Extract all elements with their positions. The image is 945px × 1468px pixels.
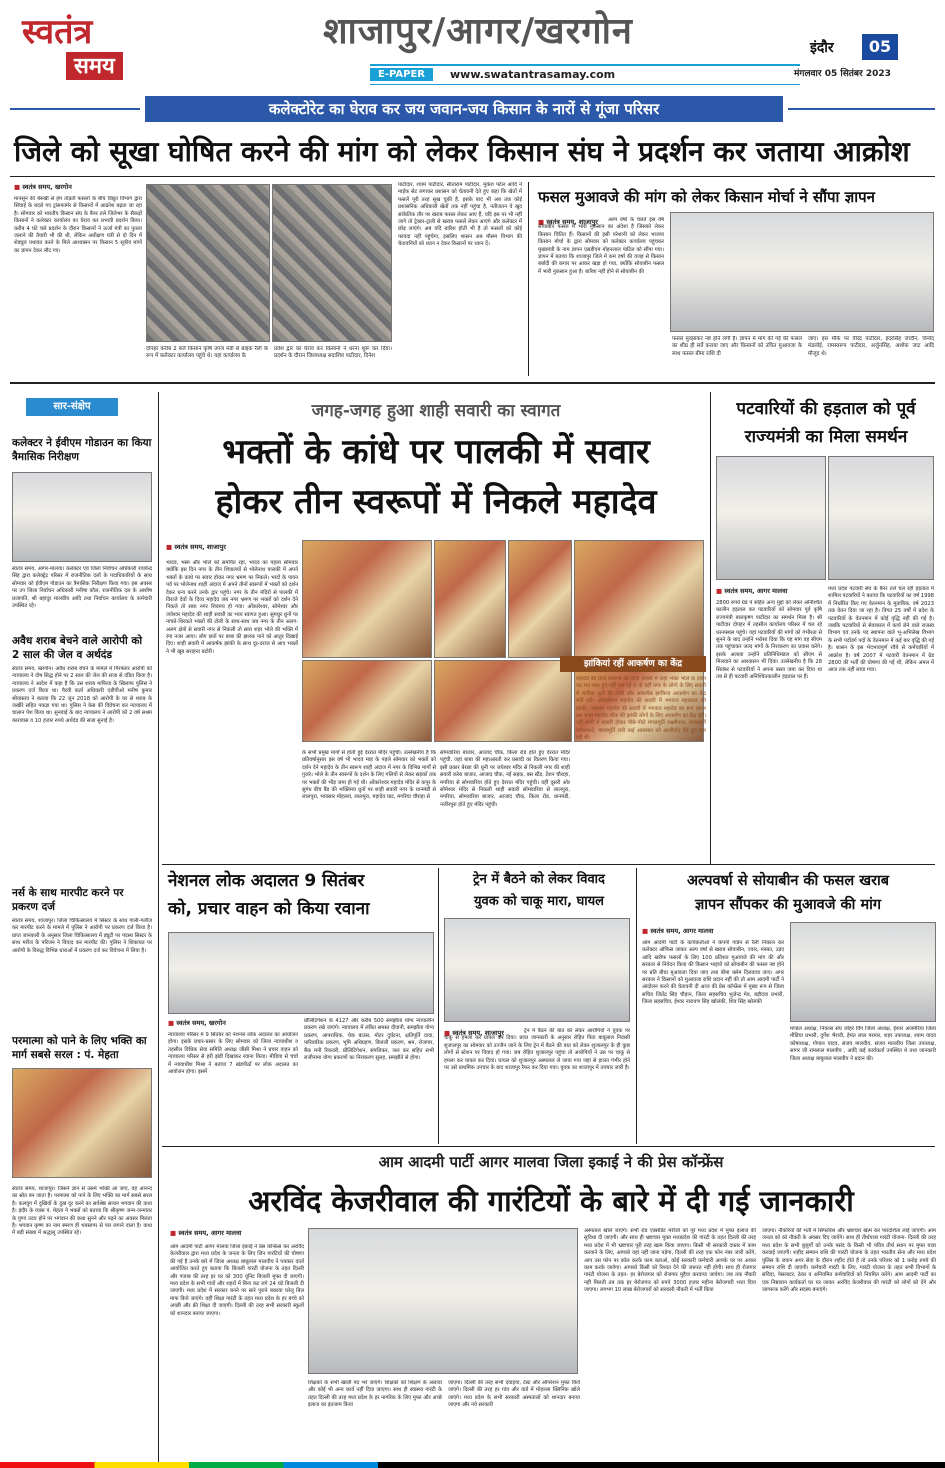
aap-photo [308, 1228, 578, 1374]
patwari-headline-2: राज्यमंत्री का मिला समर्थन [744, 427, 908, 447]
mahadev-photo-1 [302, 540, 432, 658]
lokadalat-col1: न्यायालय परिसर में 9 सितंबर को नेशनल लोक अदालत का आयोजन होगा। इसके प्रचार-प्रसार के लिए सोमवार को जिला न्यायाधीश व तहसील विधिक सेवा समिति अध्यक्ष जीसी मिश्रा ने प्रचार वाहन को न्यायालय परिसर से हरी झंडी दिखाकर रवाना किया। मीडिया से चर्चा में न्यायाधीश मिश्रा ने बताया 7 खंडपीठों पर लोक अदालत का आयोजन होगा। इसमें [168, 1032, 298, 1076]
sidebar [10, 396, 154, 1461]
sidebar-item-1-headline: अवैध शराब बेचने वाले आरोपी को 2 साल की जेल व अर्थदंड [12, 635, 143, 661]
lokadalat-headline-1: नेशनल लोक अदालत 9 सितंबर [168, 871, 365, 891]
patwari-headline-1: पटवारियों की हड़ताल को पूर्व [736, 399, 916, 419]
banner-rule-left [10, 108, 140, 110]
header-rule-bottom [370, 84, 800, 85]
banner-rule-right [788, 108, 935, 110]
kisan-body: अल्प वर्षा के चलते इस वर्ष सोयाबीन फसल में भारी नुकसान का अंदेशा है जिसको लेकर किसान चिंतित हैं। किसानों की इसी परेशानी को लेकर भाजपा किसान मोर्चा के द्वारा सोमवार को कलेक्टर कार्यालय पहुंचकर मुख्यमंत्री के नाम ज्ञापन एसडीएम मोहनलाल पाटिल को सौंपा गया। ज्ञापन में बताया कि शाजापुर जिले में कम वर्षा की वजह से किसान बर्बादी की कगार पर आकर खड़ा हो गया, क्योंकि सोयाबीन फसल में भारी नुकसान हुआ है। बारिश नहीं होने से सोयाबीन की [538, 217, 664, 275]
soybean-headline-2: ज्ञापन सौंपकर की मुआवजे की मांग [694, 897, 882, 913]
sidebar-item-2-body: स्वतंत्र समय, शाजापुर। जिला चिकित्सालय में सिस्टर के साथ गाली-गलौज कर मारपीट करने के मामले में पुलिस ने आरोपी पर प्रकरण दर्ज किया है। प्राप्त जानकारी के अनुसार जिला चिकित्सालय में ड्यूटी पर पदस्थ सिस्टर के साथ मरीज के परिजन ने विवाद कर मारपीट की। पुलिस ने शिकायत पर आरोपी के विरुद्ध विभिन्न धाराओं में प्रकरण दर्ज कर विवेचना में लिया है। [12, 918, 152, 954]
mahadev-kicker: जगह-जगह हुआ शाही सवारी का स्वागत [311, 401, 561, 421]
soybean-byline: ■ स्वतंत्र समय, आगर मालवा [642, 926, 713, 935]
section-rule-1 [10, 382, 935, 384]
sidebar-item-3-headline: परमात्मा को पाने के लिए भक्ति का मार्ग सबसे सरल : पं. मेहता [12, 1035, 147, 1061]
train-headline-1: ट्रेन में बैठने को लेकर विवाद [473, 872, 605, 887]
sidebar-item-1-body: स्वतंत्र समय, खरगोन। अवैध शराब बेचने के मामले में गिरफ्तार आरोपी को न्यायालय ने दोष सिद्ध होने पर 2 साल की जेल की सजा से दंडित किया है। न्यायालय ने आदेश में कहा है कि उस शराब माफिया के खिलाफ पुलिस ने प्रकरण दर्ज किया था। पैरवी कर्ता अधिकारी एडीपीओ मनीष कुमार श्रीवास्तव ने बताया कि 22 जून 2018 को आरोपी के घर से शराब के जखीरे सहित पकड़ा गया था। पुलिस ने केस की विवेचना कर न्यायालय में चालान पेश किया था। सुनवाई के बाद न्यायालय ने आरोपी को 2 वर्ष सश्रम कारावास व 10 हजार रुपये अर्थदंड की सजा सुनाई है। [12, 666, 152, 724]
kisan-photo [670, 212, 934, 332]
aap-col5: जाएगा। नौकरियों की भर्ती में सिफारिश और भ्रष्टाचार खत्म कर पारदर्शिता लाई जाएगी। आम जनता को को नौकरी के अवसर दिए जायेंगे। साथ ही तीर्थयात्रा गारंटी योजना- दिल्ली की तरह मध्य प्रदेश के सभी बुजुर्गों को उनके पसंद के किसी भी पवित्र तीर्थ स्थान पर मुफ्त यात्रा करवाई जाएगी। शहीद सम्मान राशि की गारंटी योजना के तहत भारतीय सेना और मध्य प्रदेश पुलिस के जवान अगर सेवा के दौरान शहीद होते हैं तो उनके परिवार को 1 करोड़ रुपये की सम्मान राशि दी जाएगी। कर्मचारी गारंटी के लिए, गारंटी योजना के तहत सभी विभागों के संविदा, पेसलाटर, ठेका व अनियमित कर्मचारियों को नियमित करेंगे। आम आदमी पार्टी का एक निष्ठावान कार्यकर्ता घर घर जाकर अरविंद केजरीवाल की गारंटी को लोगों को देंगे और जागरूक करेंगे और सदस्य बनाएंगे। [762, 1228, 936, 1294]
lead-caption1: दोपहर करीब 2 बजे किसान कृषि उपज मंडी से बाइक रैली के रूप में कलेक्टर कार्यालय पहुंचे थे। यहां कार्यालय के [146, 346, 268, 360]
lead-byline: ■ स्वतंत्र समय, खरगोन [14, 182, 72, 191]
aap-col3: जाएगा। दिल्ली की तरह सभी दवाइयां, टेस्ट और ऑपरेशन मुफ्त किये जाएंगे। दिल्ली की तरह हर गांव और वार्ड में मोहल्ला क्लिनिक खोले जाएंगे। मध्य प्रदेश के सभी सरकारी अस्पतालों को शानदार बनाया जाएगा और नये सरकारी [448, 1380, 580, 1409]
banner-text: कलेक्टोरेट का घेराव कर जय जवान-जय किसान के नारों से गूंजा परिसर [268, 100, 660, 118]
kisan-caption2: जाए। इस मौके पर वीरेंद्र पाटीदार, इंदरसिंह जादौन, विनोद मंडलोई, रामस्वरूप पाटीदार, अर्जुनसिंह, अशोक जाट आदि मौजूद थे। [808, 336, 934, 357]
patwari-photo-1 [716, 456, 826, 580]
section-rule-2 [162, 864, 935, 865]
lokadalat-col2: प्रीलिटिगेशन के 4127 और करीब 500 समझौता योग्य न्यायालीन प्रकरण रखे जाएंगे। न्यायालय में लंबित समस्त दीवानी, समझौता योग्य प्रकरण, आपराधिक, चेक बाउंस, मोटर दुर्घटना, क्षतिपूर्ति दावा, पारिवारिक प्रकरण, भूमि अधिग्रहण, बिजली प्रकरण, श्रम, रोजगार, बैंक मनी रिकवरी, प्रीलिटिगेशन, संपत्तिकर, जल कर सहित सभी राजीनामा योग्य प्रकरणों का निराकरण सुलह, समझौते से होगा। [304, 1018, 434, 1062]
kisan-caption: फसल मुरझाकर नष्ट होने लगी है। ज्ञापन में मांग की गई की फसल का शीघ्र ही सर्वे कराया जाए और किसानों को उचित मुआवजा के साथ फसल बीमा राशि दी [672, 336, 802, 357]
patwari-byline: ■ स्वतंत्र समय, आगर मालवा [716, 586, 787, 595]
aap-headline: अरविंद केजरीवाल की गारंटियों के बारे में दी गई जानकारी [248, 1184, 854, 1218]
logo [22, 14, 158, 82]
aap-col2: शिक्षकों के सभी खाली पद भरे जाएंगे। शिक्षकों को शिक्षण के अलावा और कोई भी अन्य कार्य नहीं दिया जाएगा। साथ ही स्वास्थ्य गारंटी के तहत दिल्ली की तरह मध्य प्रदेश के हर नागरिक के लिए मुफ्त और अच्छे इलाज का इंतजाम किया [308, 1380, 442, 1409]
mahadev-col3-visible: सोमवारिया बाजार, आजाद चौक, किला रोड होते हुए देररात मंदिर पहुंची, जहां बाबा की महाआरती कर प्रसादी का वितरण किया गया। इसी प्रकार बेरछा की धूनी पर जयेश्वर मंदिर से निकली नगर की शाही सवारी करेरा बाजार, आजाद चौक, नई सड़क, बस स्टैंड, टेंशन चौराहा, मगरिया से सोमवारिया होते हुए देररात मंदिर पहुंची। वहीं दूसरी ओर सोमेश्वर मंदिर से निकली शाही सवारी सोमवारिया से लालपुरा, मगरिया, सोमवारिया बाजार, आजाद चौक, किला रोड, धानमंडी, नजीरपुरा होते हुए मंदिर पहुंची। [440, 750, 570, 808]
mahadev-divider [710, 392, 711, 864]
lokadalat-byline: ■ स्वतंत्र समय, खरगोन [168, 1018, 226, 1027]
sidebar-item-3-body: स्वतंत्र समय, शाजापुर। जिसने ज्ञान से उसमें भक्ति आ जाए, वह आनन्द का स्रोत बन जाता है। परमात्मा को पाने के लिए भक्ति का मार्ग सबसे सरल है। कलयुग में दुखियों के दुख दूर करने का सर्वश्रेष्ठ साधन भगवान की कथा है। इंदौर के व्यास पं. मेहता ने भक्तों को बताया कि श्रीकृष्ण जन्म-जन्मांतर के पुण्य उदय होने पर भगवान की कथा सुनने और पढ़ने का अवसर मिलता है। भगवान कृष्ण का नाम स्मरण ही भवसागर से पार लगाने वाला है। कथा में बड़ी संख्या में श्रद्धालु उपस्थित रहे। [12, 1186, 152, 1237]
banner [145, 96, 783, 122]
logo-top-text: स्वतंत्र [22, 12, 93, 52]
soybean-col1: आम आदमी पार्टी के कार्यकर्ताओं ने कंपनी गार्डन से रैली निकाल कर कलेक्टर ऑफिस जाकर अल्प वर्षा से खराब सोयाबीन, ज्वार, मक्का, उड़द आदि खरीफ फसलों के लिए 100 प्रतिशत मुआवजे की मांग की और सरकार से निवेदन किया की किसान भाइयों को सोयाबीन की फसल नष्ट होने पर प्रति बीघा मुआवजा दिया जाए तथा बीमा क्लेम दिलवाया जाए। अगर सरकार ने किसानों को मुआवजा राशि प्रदान नहीं की तो आम आदमी पार्टी ने आंदोलन करने की चेतावनी दी आज की प्रेस कॉन्फ्रेंस में मुख्य रूप से जिला सचिव जितेंद्र सिंह चौहान, जिला सहसचिव भुजेन्द्र मेव, बड़ौदवा प्रभारी, जिला सहसचिव, ईश्वर नारायण सिंह खोलंकी, शिव सिंह खोलंकी [642, 940, 784, 1006]
mahadev-photo-3 [508, 540, 572, 658]
epaper-label: E-PAPER [370, 68, 433, 81]
mahadev-photo-2 [434, 540, 506, 658]
train-headline-2: युवक को चाकू मारा, घायल [474, 894, 604, 909]
mahadev-col1: भादव, भस्म और भोले को समर्पित रहा, भादव का पहला सोमवार क्योंकि इस दिन नगर के तीन शिवालयों से भोलेनाथ पालकी में अपने भक्तों के कांधे पर सवार होकर नगर भ्रमण पर निकले। भादों के पावन पर्व पर भोलेनाथ शाही अंदाज में अपने तीनों स्वरूपों में भक्तों को दर्शन देकर धन्य करने उनके द्वार पहुंचे। नगर के तीन मंदिरों से पालकी में विराजे देवों के दिव्य महादेव जब नगर भ्रमण पर भक्तों को दर्शन देने निकले तो सारा नगर शिवमय हो गया। ओंकारेश्वर, सोमेश्वर और जयेश्वर महादेव की शाही सवारी का भव्य स्वागत हुआ। सुमधुर धुनों पर नाचते-थिरकते भक्तों की टोली के साथ-साथ जब नगर के तीन अलग-अलग क्षेत्रों से सवारी नगर से निकली तो सारा शहर भोले की भक्ति में रंगा नजर आया। लोग छतों पर बाबा की झलक पाने को आतुर दिखाई दिए। शाही सवारी में आकर्षक झांकी के साथ दूर-दराज से आए भक्तों ने भी खूब सराहना बटोरी। [166, 560, 298, 655]
lead-col-divider [528, 182, 529, 376]
lead-headline: जिले को सूखा घोषित करने की मांग को लेकर किसान संघ ने प्रदर्शन कर जताया आक्रोश [14, 135, 910, 168]
mahadev-headline-2: होकर तीन स्वरूपों में निकले महादेव [215, 482, 657, 522]
aap-col1: आम आदमी पार्टी आगर मालवा जिला इकाई ने प्रेस कॉन्फ्रेंस कर अरविंद केजरीवाल द्वारा मध्य प्रदेश के जनता के लिए जिन गारंटियों की घोषणा की गई है उनके बारे में जिला अध्यक्ष बाबूलाल मालवीय ने पत्रकार वार्ता आयोजित करते हुए बताया कि बिजली गारंटी योजना के तहत दिल्ली और पंजाब की तरह हर घर को 300 यूनिट बिजली मुफ्त दी जाएगी। मध्य प्रदेश के सभी गांवों और शहरों में बिना कट लगे 24 घंटे बिजली दी जाएगी। मध्य प्रदेश में सरकार बनने पर सारे पुराने बकाया घरेलू बिल माफ किये जाएंगे। वहीं शिक्षा गारंटी के तहत मध्य प्रदेश के हर बच्चे को अच्छी और फ्री शिक्षा दी जाएगी। दिल्ली की तरह सभी सरकारी स्कूलों को शानदार बनाया जाएगा। [170, 1244, 304, 1317]
mahadev-col2: के सभी प्रमुख मार्गों से होती हुई देररात मंदिर पहुंची। उल्लेखनीय है कि प्रतिवर्षानुसार इस वर्ष भी भादव माह के पहले सोमवार को भक्तों को दर्शन देने महादेव के तीन स्वरूप शाही अंदाज में नगर के विभिन्न मार्गों से गुजरे। भोले के तीन स्वरूपों के दर्शन के लिए गलियों से लेकर सड़कों तक पर भक्तों की भीड़ जमा हो गई थी। ओंकारेश्वर महादेव मंदिर से कपूर के सुगंध बीच बैंड की भक्तिमय धुनों पर शाही सवारी नगर के धानमंडी से लालपुरा, भावसार मोहल्ला, लालपुरा, महादेव घाट, मगरिया चौराहा से [302, 750, 436, 801]
aap-col4: अस्पताल खोले जाएंगे। सभी रोड एक्सीडेंट मरीजों को पूरे मध्य प्रदेश में मुफ्त इलाज की सुविधा दी जाएगी। और साथ ही भ्रष्टाचार मुक्त मध्यप्रदेश की गारंटी के तहत दिल्ली की तरह मध्य प्रदेश में भी भ्रष्टाचार पूरी तरह खत्म किया जाएगा। किसी भी सरकारी दफ्तर में काम करवाने के लिए, आपको वहां नहीं जाना पड़ेगा, दिल्ली की तरह एक फोन नंबर जारी करेंगे, आप उस फोन पर कॉल करके काम बताओ, कोई सरकारी कर्मचारी आपके घर पर आकर काम करके जायेगा। आपको किसी को रिश्वत देने की जरूरत नहीं होगी। साथ ही रोजगार गारंटी योजना के तहत- हर बेरोजगार को रोजगार मुहैया करवाया जायेगा। जब तक नौकरी नहीं मिलती तब तक हर बेरोजगार को रुपये 3000 हजार महीना बेरोजगारी भत्ता दिया जाएगा। लगभग 10 लाख बेरोजगारों को सरकारी नौकरी में भर्ती किया [584, 1228, 756, 1294]
patwari-col1: 2800 रुपये ग्रेड पे सहित अन्य मुद्दों को लेकर अनिश्चित कालीन हड़ताल कर पटवारियों को सोमवार पूर्व कृषि राज्यमंत्री बालकृष्ण पाटीदार का समर्थन मिला है। श्री पाटीदार दोपहर में तहसील कार्यालय परिसर में चल रहे धरनास्थल पहुंचे। यहां पटवारियों की मांगों को गंभीरता से सुनने के बाद उन्होंने भरोसा दिया कि यह मांग वह सीएम तक पहुंचाकर जल्द मांगों के निराकरण का प्रयास करेंगे। इसके अलावा उन्होंने प्रतिनिधिमंडल को सीएम से मिलवाने का आश्वासन भी दिया। उल्लेखनीय है कि 28 सितंबर से पटवारियों ने अपना बस्ता जमा कर दिया था तब से ही पटवारी अनिश्चितकालीन हड़ताल पर हैं। [716, 600, 822, 681]
patwari-photo-2 [828, 456, 934, 580]
lead-photo-protest [272, 184, 392, 342]
patwari-col2: मध्य प्रदेश पटवारी संघ के बैनर तले चल रही हड़ताल में शामिल पटवारियों ने बताया कि पटवारियों का वर्ष 1998 में निर्धारित किए गए वेतनमान के मुताबिक, वर्ष 2023 तक वेतन दिया जा रहा है। विगत 25 वर्षों में प्रदेश के पटवारियों के वेतनमान में कोई वृद्धि नहीं की गई है। जबकि पटवारियों से सेवाकाल में कार्य लेने वाले राजस्व विभाग एवं उनके पद स्थापना वाले भू-अभिलेख विभाग के सभी पदोंवर्ग पदों के वेतनमान में कई बार वृद्धि की गई है। शासन के इस भेदभावपूर्ण रवैये से कर्मचारियों में आक्रोश है। वर्ष 2007 में पटवारी वेतनमान में ग्रेड 2800 की भर्ती की घोषणा की गई थी, लेकिन अमल में आज तक नहीं लाया गया। [828, 586, 934, 674]
website-link[interactable]: www.swatantrasamay.com [450, 68, 616, 81]
logo-bottom-text: समय [66, 52, 123, 80]
train-byline: ■ स्वतंत्र समय, शाजापुर [444, 1028, 504, 1037]
sidebar-item-0-body: स्वतंत्र समय, आगर-मालवा। कलेक्टर एवं जिला निर्वाचन अधिकारी राघवेन्द्र सिंह द्वारा कलेक्ट्रेट परिसर में राजनीतिक दलों के पदाधिकारियों के साथ सोमवार को ईवीएम गोडाउन का त्रैमासिक निरीक्षण किया गया। इस अवसर पर उप जिला निर्वाचन अधिकारी मनीषा कौल, राजनीतिक दल के आशीष प्रजापति, श्री बहादुर मालवीय आदि तथा निर्वाचन कार्यालय के कर्मचारी उपस्थित रहे। [12, 566, 152, 610]
header-rule-top [370, 64, 800, 66]
sidebar-item-0-headline: कलेक्टर ने ईवीएम गोडाउन का किया त्रैमासिक निरीक्षण [12, 437, 152, 463]
lokadalat-divider [438, 868, 439, 1144]
train-photo [444, 918, 630, 1022]
kisan-byline: ■ स्वतंत्र समय, शाजापुर [538, 217, 598, 226]
mahadev-byline: ■ स्वतंत्र समय, शाजापुर [166, 542, 226, 551]
lead-col3: पाटीदार, श्याम पाटीदार, सीताराम पाटीदार, मुकेश पटेल आदि ने माईक सेट लगाकर प्रशासन को चेतावनी देते हुए कहा कि खेतों में फसलें पूरी तरह सूख चुकी है, इसके बाद भी अब तक कोई प्रशासनिक अधिकारी खेतों तक नहीं पहुंचा है, नतीजतन वे खुद सांकेतिक तौर पर खराब फसल लेकर आए हैं, यदि इस पर भी नहीं जागे तो ट्रेक्टर-ट्राली से खराब फसलें लेकर आएंगे और कलेक्टर में छोड़ जाएंगे। अब यदि बारिश होती भी है तो फसलों को कोई फायदा नहीं पहुंचेगा, इसलिए शासन अब मौसम विभाग की चेतावनियों को ध्यान न देकर किसानों पर ध्यान दें। [398, 182, 522, 248]
sidebar-item-0-photo [12, 472, 152, 562]
sidebar-item-3-photo [12, 1068, 152, 1178]
lead-rule [10, 176, 935, 177]
date-label: मंगलवार 05 सितंबर 2023 [794, 69, 891, 79]
soybean-col2: मण्डल अध्यक्ष, निकास संघ जोहर विंग जिला अध्यक्ष, ईश्वर अजमेरिया जिला मीडिया प्रभारी, दुर्गेश भैरावी, हेमंत लाल परमार, शहर उपाध्यक्ष, श्याम यादव कोषाध्यक्ष, गोपाल यादव, संजय मालवीय, संजय मालवीय जिला उपाध्यक्ष, सागर जी रामलाल मालवीय , आदि कई कार्यकर्ता उपस्थित थे तथा जानकारी जिला अध्यक्ष बाबूलाल मालवीय ने प्रदान की। [790, 1026, 936, 1062]
train-divider [636, 868, 637, 1144]
sidebar-divider [158, 392, 159, 1462]
soybean-headline-1: अल्पवर्षा से सोयाबीन की फसल खराब [686, 873, 890, 889]
page-number: 05 [862, 34, 898, 60]
kisan-headline: फसल मुआवजे की मांग को लेकर किसान मोर्चा ने सौंपा ज्ञापन [538, 188, 875, 206]
train-body: ट्रेन में बैठने की बात को लेकर आरोपियों ने युवक पर चाकू से हमला कर घायल कर दिया। प्राप्त जानकारी के अनुसार रोहित पिता बाबूलाल निवासी शुजालपुर का सोमवार को उज्जैन जाने के लिए ट्रेन में बैठने की बात को लेकर शुजालपुर के ही कुछ लोगों से स्टेशन पर विवाद हो गया। जब रोहित शुजालपुर पहुंचा तो आरोपियों ने उस पर चाकू से हमला कर घायल कर दिया। घायल को शुजालपुर अस्पताल ले जाया गया जहां से हालत गंभीर होने पर उसे प्राथमिक उपचार के बाद शाजापुर रैफर कर दिया गया। युवक का शाजापुर में उपचार जारी है। [444, 1028, 630, 1072]
masthead [0, 0, 945, 90]
mahadev-photo-6 [434, 660, 572, 742]
sidebar-label: सार-संक्षेप [26, 398, 118, 416]
lokadalat-photo [168, 932, 434, 1014]
mahadev-tab: झांकियां रहीं आकर्षण का केंद्र [560, 656, 706, 672]
mahadev-headline-1: भक्तों के कांधे पर पालकी में सवार [222, 432, 650, 472]
lead-caption2: प्रवेश द्वार का घेराव कर किसानों ने धरना शुरू कर दिया। प्रदर्शन के दौरान जिलाध्यक्ष सदाशिव पाटीदार, दिनेश [274, 346, 392, 360]
section-rule-3 [162, 1146, 935, 1147]
lead-photo-farmers [146, 184, 270, 342]
soybean-photo [790, 922, 936, 1022]
aap-kicker: आम आदमी पार्टी आगर मालवा जिला इकाई ने की प्रेस कॉन्फ्रेंस [378, 1153, 724, 1171]
mahadev-col4: महादेव की तीनों स्वरूपों की शाही सवारी में जहां भक्त भोले के दर्शन कर मन मस्त हुए वहीं जब रहे थे तो वहीं नगर के लोगों के लिए सवारी में शामिल भूतों की टोली और आकर्षक झांकियां आकर्षण का केंद्र बनी रही। ओंकारेश्वर महादेव की सवारी में भगवान महाकाल की झांकी, जयेश्वर महादेव की सवारी में भगवान महादेव का रूप धारण कर भक्त महादेव लोक की झांकी लोगों के लिए आकर्षण का केंद्र रही। वहीं सभी में सवारी होकर पीछे-पीछे मंगलमूर्ति लक्ष्मीनाथ, मंगलमूर्ति गणेशमाथे, मंगलमूर्ति रानी बाई आसमान को आशीर्वाद देते हुए चल रही थी। [576, 676, 706, 742]
lead-col1: मानसून की बेरुखी से हम तोड़ती फसलों के बीच विद्युत विभाग द्वारा सिंचाई के बदले गए ट्रांसफार्मर से किसानों में आक्रोश बढ़ता जा रहा है। सोमवार को भारतीय किसान संघ के बैनर तले जिलेभर के सैकड़ों किसानों ने कलेक्टर कार्यालय का घेराव कर प्रभावी प्रदर्शन किया। करीब 4 घंटे चले प्रदर्शन के दौरान किसानों ने ऊर्जा मंत्री का पुतला जलाने की तैयारी भी की थी, लेकिन अधीक्षण यंत्री से दो दिन में शेड्यूल यथावत करने के मिले आश्वासन पर किसान 5 सूत्रीय मांगों का ज्ञापन देकर लौट गए। [14, 196, 142, 254]
lokadalat-headline-2: को, प्रचार वाहन को किया रवाना [168, 899, 370, 919]
city-label: इंदौर [810, 40, 834, 56]
mahadev-photo-4 [574, 540, 704, 658]
edition-title: शाजापुर/आगर/खरगोन [323, 11, 633, 52]
sidebar-item-2-headline: नर्स के साथ मारपीट करने पर प्रकरण दर्ज [12, 887, 124, 913]
aap-byline: ■ स्वतंत्र समय, आगर मालवा [170, 1228, 241, 1237]
footer-color-strip [0, 1462, 945, 1468]
mahadev-photo-5 [302, 660, 432, 742]
